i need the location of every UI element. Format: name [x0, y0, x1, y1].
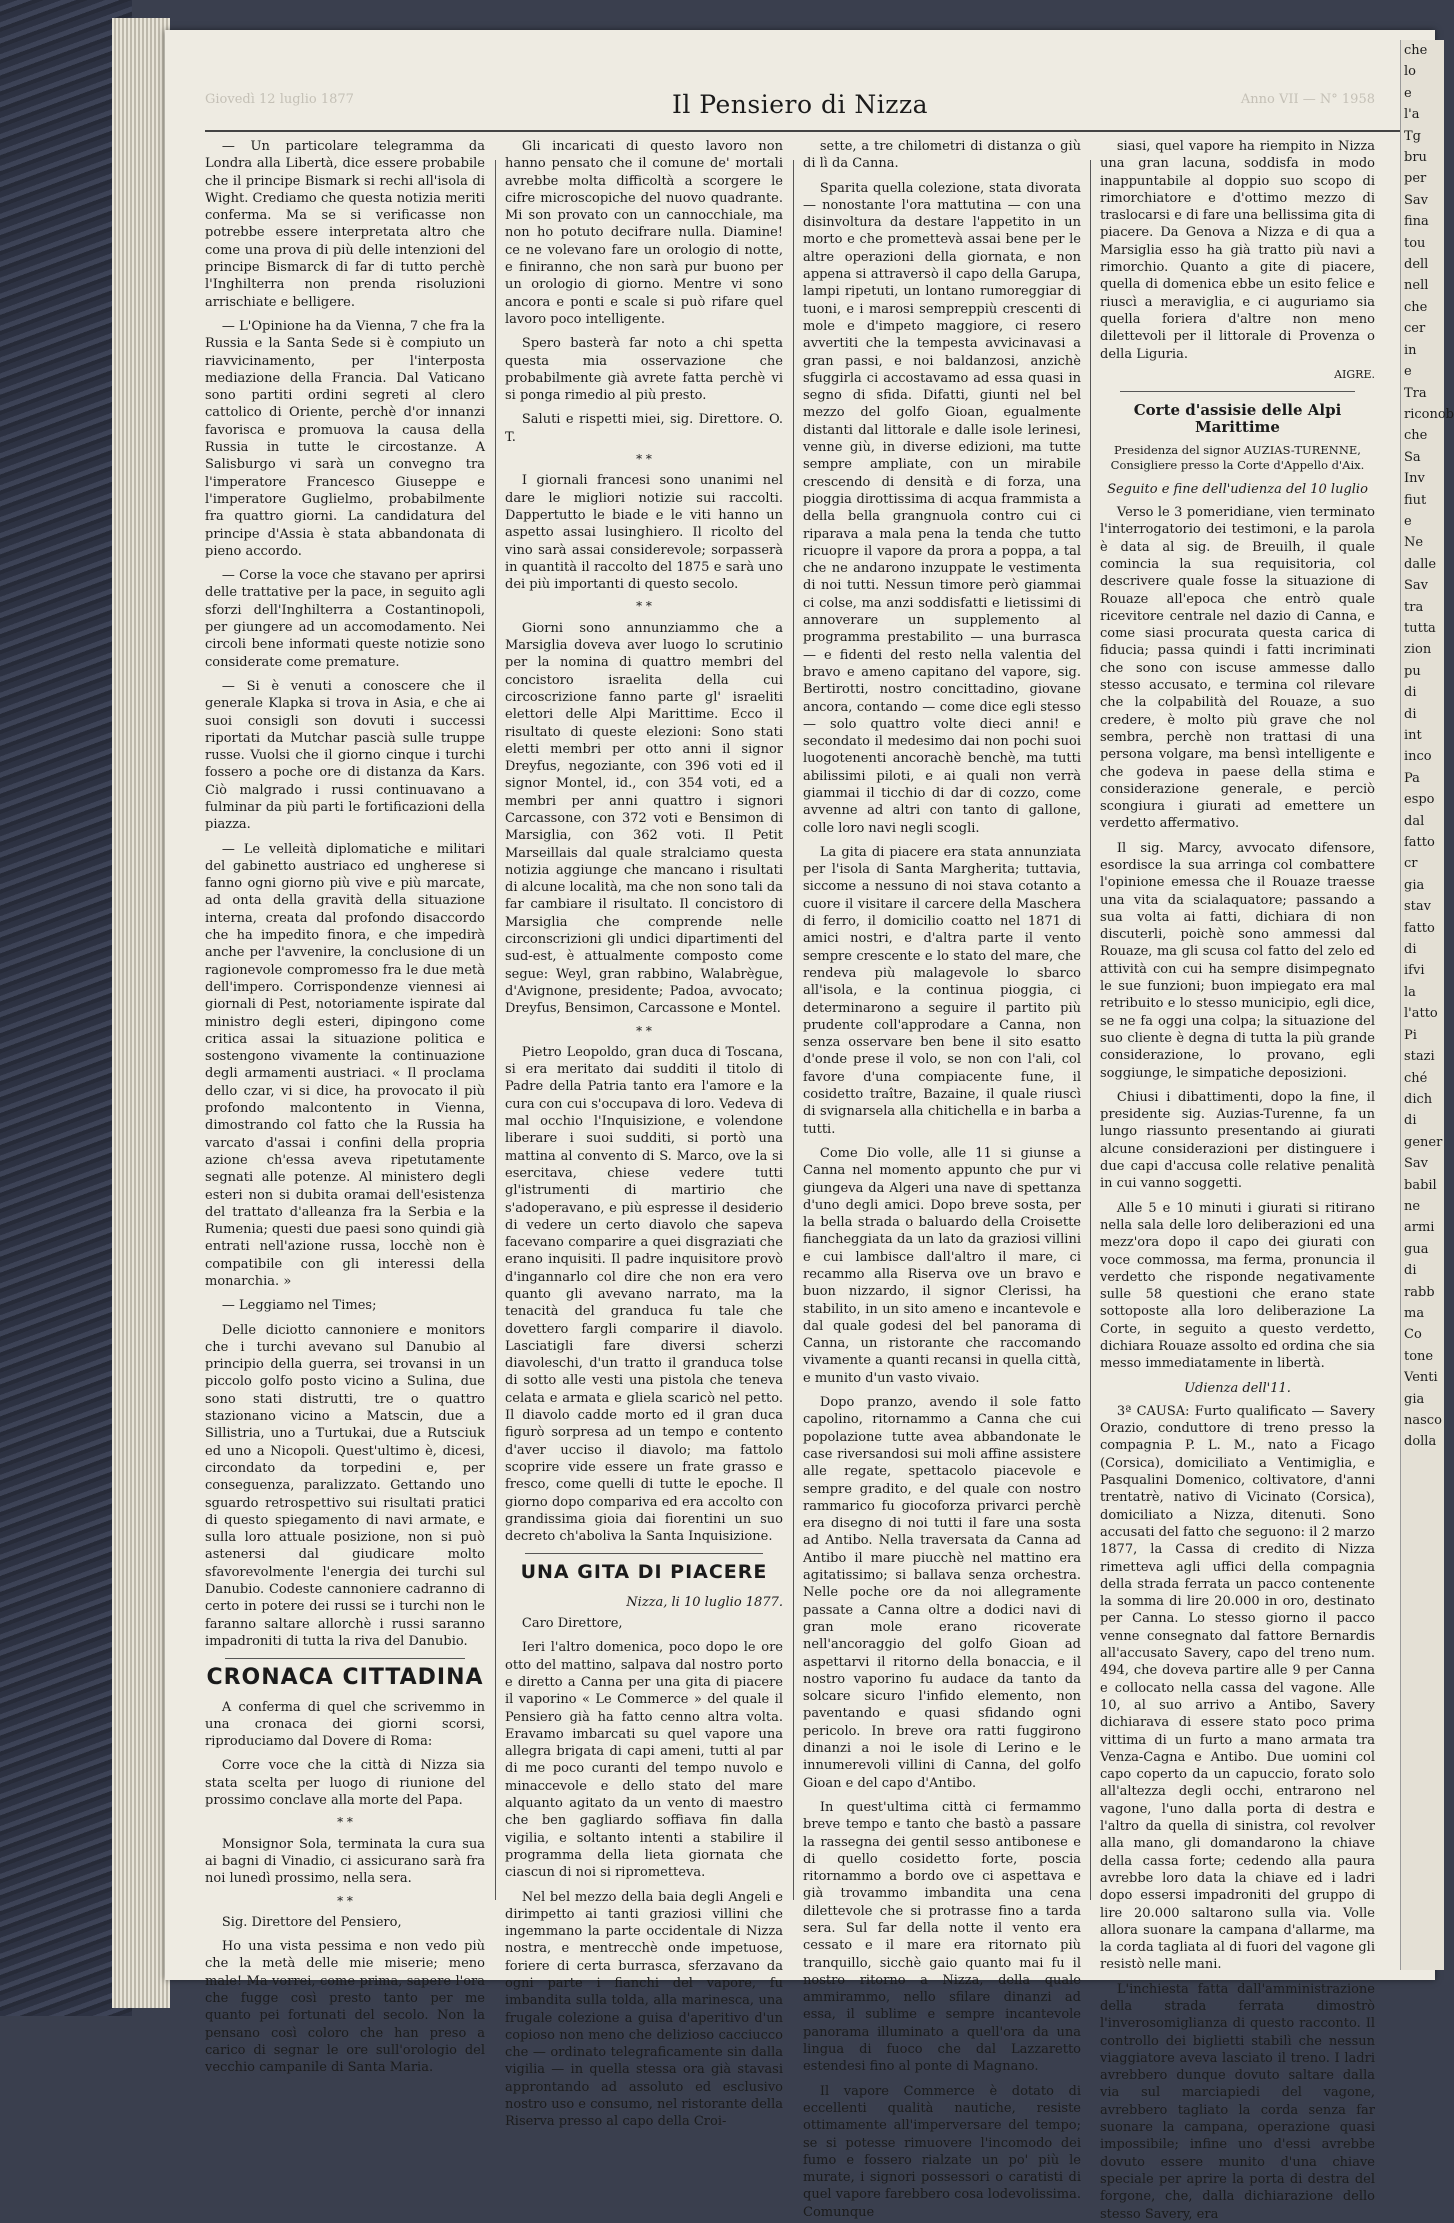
- next-page-line: ché: [1404, 1070, 1428, 1086]
- article-paragraph: — Le velleità diplomatiche e militari del gabinetto austriaco ed ungherese si fanno ogni giorno più vive e più marcate, ad onta della gravità della situazione interna, creata dal profondo disaccordo che ha impedito finora, e che impedirà anche per l'avvenire, la conclusione di un ragionevole compromesso fra le due metà dell'impero. Corrispondenze viennesi ai giornali di Pest, notoriamente ispirate dal ministro degli esteri, dipingono come critica assai la situazione politica e sostengono vivamente la continuazione degli armamenti austriaci. « Il proclama dello czar, vi si dice, ha provocato il più profondo malcontento in Vienna, dimostrando col fatto che la Russia ha varcato d'assai i confini della propria azione ch'essa aveva ripetutamente segnati alle potenze. Al ministero degli esteri non si dubita oramai dell'esistenza del trattato d'alleanza fra la Serbia e la Rumenia; questi due paesi sono quindi già entrati nell'azione russa, locchè non è compatibile con gli interessi della monarchia. »: [205, 841, 485, 1289]
- article-paragraph: Delle diciotto cannoniere e monitors che i turchi avevano sul Danubio al principio della guerra, sei trovansi in un piccolo golfo posto vicino a Sulina, due sono stati distrutti, tre o quattro stazionano vicino a Matscin, due a Sillistria, uno a Turtukai, due a Rutsciuk ed uno a Nicopoli. Quest'ultimo è, dicesi, circondato da torpedini e, per conseguenza, paralizzato. Gettando uno sguardo retrospettivo sui risultati pratici di questo spiegamento di navi armate, e sulla loro attuale posizione, non si può astenersi dal giudicare molto sfavorevolmente l'energia dei turchi sul Danubio. Codeste cannoniere cadranno di certo in potere dei russi se i turchi non le faranno saltare allorchè i russi saranno impadroniti di tutta la riva del Danubio.: [205, 1322, 485, 1649]
- signature: AIGRE.: [1334, 367, 1375, 381]
- next-page-line: gua: [1404, 1241, 1429, 1257]
- subheading-line: Presidenza del signor AUZIAS-TURENNE,: [1114, 442, 1361, 457]
- column-rule: [1090, 160, 1091, 1900]
- next-page-line: di: [1404, 685, 1417, 701]
- next-page-line: dell: [1404, 257, 1429, 273]
- subheading: [1100, 443, 1375, 473]
- next-page-line: Sav: [1404, 192, 1429, 208]
- next-page-line: tra: [1404, 599, 1424, 615]
- asterism: * *: [636, 1023, 652, 1038]
- ghost-header-right: Anno VII — N° 1958: [1240, 92, 1375, 107]
- next-page-line: di: [1404, 942, 1417, 958]
- next-page-line: nasco: [1404, 1413, 1442, 1428]
- section-heading-gita: UNA GITA DI PIACERE: [520, 1561, 768, 1584]
- article-paragraph: Verso le 3 pomeridiane, vien terminato l'interrogatorio dei testimoni, e la parola è data al sig. de Breuilh, il quale comincia la sua requisitoria, col descrivere quale fosse la situazione di Rouaze all'epoca che entrò quale ricevitore centrale nel dazio di Canna, e come siasi procurata questa carica di fiducia; passa quindi i fatti incriminati che sono con iscuse ammesse dallo stesso accusato, e termina col rilevare che la colpabilità del Rouaze, a suo credere, è molto più grave che nol sembra, perchè non trattasi di una persona volgare, ma bensì intelligente e che godeva in paese della stima e considerazione generale, e perciò scongiura i giurati ad emettere un verdetto affermativo.: [1100, 505, 1375, 832]
- ghost-header-left: Giovedì 12 luglio 1877: [205, 92, 354, 107]
- next-page-line: e: [1404, 364, 1412, 380]
- next-page-fragment: [1400, 40, 1454, 1970]
- next-page-line: int: [1404, 728, 1422, 743]
- next-page-line: dal: [1404, 813, 1425, 829]
- section-rule: [225, 1658, 465, 1659]
- next-page-line: la: [1404, 984, 1416, 1000]
- next-page-line: Sav: [1404, 1156, 1429, 1172]
- next-page-line: Ne: [1404, 535, 1424, 551]
- article-paragraph: La gita di piacere era stata annunziata per l'isola di Santa Margherita; tuttavia, siccome a nessuno di noi stava cotanto a cuore il visitare il carcere della Maschera di ferro, il domicilio coatto nel 1871 di amici nostri, e d'altra parte il vento sempre crescente e lo stato del mare, che rendeva più malagevole lo sbarco all'isola, e la continua pioggia, ci determinarono a seguire il partito più prudente coll'approdare a Canna, non senza osservare ben bene il sito esatto d'onde prese il volo, se non con l'ali, col favore d'una compiacente fune, il cosidetto traître, Bazaine, il quale riuscì di svignarsela alla chitichella e in barba a tutti.: [803, 844, 1081, 1137]
- dateline: Nizza, li 10 luglio 1877.: [626, 1594, 783, 1610]
- article-paragraph: Nel bel mezzo della baia degli Angeli e dirimpetto ai tanti graziosi villini che ingemmano la parte occidentale di Nizza nostra, e mentrecchè onde impetuose, foriere di certa burrasca, sferzavano da ogni parte i fianchi del vapore, fu imbandita sulla tolda, alla marinesca, una frugale colezione a guisa d'aperitivo d'un copioso non meno che delizioso cacciucco che — ordinato telegraficamente sin dalla vigilia — in quella stessa ora già stavasi approntando ad assoluto ed esclusivo nostro uso e consumo, nel ristorante della Riserva presso al capo della Croi-: [505, 1889, 783, 2130]
- article-paragraph: Come Dio volle, alle 11 si giunse a Canna nel momento appunto che pur vi giungeva da Algeri una nave di spettanza d'uno degli amici. Dopo breve sosta, per la bella strada o baluardo della Croisette fiancheggiata da un lato da graziosi villini e cui lambisce dall'altro il mare, ci recammo alla Riserva ove un bravo e buon nizzardo, il signor Clerissi, ha stabilito, in un sito ameno e incantevole e dal quale godesi del bel panorama di Canna, un ristorante che raccomando vivamente a quanti recansi in quella città, e munito d'un vasto vivaio.: [803, 1145, 1081, 1386]
- article-paragraph: Dopo pranzo, avendo il sole fatto capolino, ritornammo a Canna che cui popolazione tutte avea abbandonate le case riversandosi sui moli affine assistere alle regate, spettacolo piacevole e sempre gradito, e del quale con nostro rammarico fu giocoforza privarci perchè era disegno di noi tutti il fare una sosta ad Antibo. Nella traversata da Canna ad Antibo il mare piucchè nel mattino era agitatissimo; si ballava senza orchestra. Nelle poche ore da noi allegramente passate a Canna oltre a dodici navi di gran mole erano ricoverate nell'ancoraggio del golfo Gioan ad aspettarvi il ritorno della bonaccia, e il nostro vaporino fu audace da tanto da solcare sicuro l'infido elemento, non paventando e quasi sfidando ogni pericolo. In breve ora ratti fuggirono dinanzi a noi le isole di Lerino e le innumerevoli villini di Canna, del golfo Gioan e del capo d'Antibo.: [803, 1395, 1081, 1791]
- next-page-line: Pi: [1404, 1027, 1417, 1043]
- newspaper-page: [165, 30, 1435, 2222]
- next-page-line: ma: [1404, 1305, 1425, 1321]
- next-page-line: Pa: [1404, 770, 1420, 786]
- next-page-line: pu: [1404, 663, 1421, 679]
- next-page-line: Tra: [1404, 385, 1427, 401]
- article-paragraph: Corre voce che la città di Nizza sia stata scelta per luogo di riunione del prossimo conclave alla morte del Papa.: [205, 1758, 485, 1809]
- article-paragraph: Spero basterà far noto a chi spetta questa mia osservazione che probabilmente già avrete fatta perchè vi si ponga rimedio al più presto.: [505, 336, 783, 404]
- article-paragraph: 3ª CAUSA: Furto qualificato — Savery Orazio, conduttore di treno presso la compagnia P. L. M., nato a Ficago (Corsica), domiciliato a Ventimiglia, e Pasqualini Domenico, coltivatore, d'anni trentatrè, nativo di Vicinato (Corsica), domiciliato a Nizza, ditenuti. Sono accusati del fatto che seguono: il 2 marzo 1877, la Cassa di credito di Nizza rimetteva agli uffici della compagnia della strada ferrata un pacco contenente la somma di lire 20.000 in oro, destinato per Canna. Lo stesso giorno il pacco venne consegnato dal fattore Bernardis all'accusato Savery, capo del treno num. 494, che doveva partire alle 9 per Canna e collocato nella cassa del vagone. Alle 10, al suo arrivo a Antibo, Savery dichiarava di essere stato poco prima vittima di un furto a mano armata tra Venza-Cagna e Antibo. Due uomini col capo coperto da un capuccio, forato solo all'altezza degli occhi, entrarono nel vagone, l'uno dalla porta di destra e l'altro da quella di sinistra, col revolver alla mano, gli domandarono la chiave della cassa forte; cedendo alla paura avrebbe loro data la chiave ed i ladri dopo essersi impadroniti del gruppo di lire 20.000 saltarono sulla via. Volle allora suonare la campana d'allarme, ma la corda tagliata al di fuori del vagone gli resistò nelle mani.: [1100, 1403, 1375, 1973]
- next-page-line: che: [1404, 299, 1428, 315]
- next-page-line: dalle: [1404, 556, 1437, 572]
- next-page-line: Co: [1404, 1327, 1422, 1343]
- asterism: * *: [636, 452, 652, 467]
- next-page-line: bru: [1404, 150, 1427, 166]
- column-rule: [495, 160, 496, 1900]
- next-page-line: che: [1404, 428, 1428, 444]
- next-page-line: gia: [1404, 877, 1425, 893]
- next-page-line: che: [1404, 43, 1428, 58]
- next-page-line: Tg: [1404, 128, 1421, 144]
- next-page-line: espo: [1404, 792, 1435, 808]
- next-page-line: dolla: [1404, 1434, 1437, 1450]
- next-page-line: dich: [1404, 1091, 1433, 1107]
- article-paragraph: — L'Opinione ha da Vienna, 7 che fra la Russia e la Santa Sede si è compiuto un riavvicinamento, per l'interposta mediazione della Francia. Dal Vaticano sono partiti ordini segreti al clero cattolico di Oriente, perchè d'or innanzi favorisca e promuova la causa della Russia in tutte le circostanze. A Salisburgo vi sarà un convegno tra l'imperatore Francesco Giuseppe e l'imperatore Guglielmo, probabilmente fra quattro giorni. La candidatura del principe d'Assia è stata abbandonata di pieno accordo.: [205, 318, 485, 559]
- next-page-line: riconob: [1404, 406, 1454, 422]
- article-paragraph: Alle 5 e 10 minuti i giurati si ritirano nella sala delle loro deliberazioni ed una mezz'ora dopo il capo dei giurati con voce commossa, ma ferma, pronuncia il verdetto che risponde negativamente sulle 58 questioni che erano state sottoposte alla loro deliberazione La Corte, in seguito a questo verdetto, dichiara Rouaze assolto ed ordina che sia messo immediatamente in libertà.: [1100, 1200, 1375, 1372]
- session-title: Udienza dell'11.: [1184, 1380, 1291, 1396]
- session-title: Seguito e fine dell'udienza del 10 luglio: [1107, 481, 1368, 497]
- next-page-line: e: [1404, 513, 1412, 529]
- next-page-line: fiut: [1404, 492, 1427, 508]
- article-paragraph: Il vapore Commerce è dotato di eccellenti qualità nautiche, resiste ottimamente all'imperversare del tempo; se si potesse rimuovere l'incomodo dei fumo e fossero rialzate un po' più le murate, i signori possessori o caratisti di quel vapore farebbero cosa lodevolissima. Comunque: [803, 2083, 1081, 2220]
- next-page-line: e: [1404, 85, 1412, 101]
- next-page-line: l'a: [1404, 107, 1420, 123]
- article-paragraph: Caro Direttore,: [521, 1616, 623, 1632]
- article-paragraph: Chiusi i dibattimenti, dopo la fine, il presidente sig. Auzias-Turenne, fa un lungo riassunto presentando ai giurati alcune considerazioni per distinguere i due capi d'accusa colle relative penalità in cui vanno soggetti.: [1100, 1089, 1375, 1192]
- article-paragraph: — Si è venuti a conoscere che il generale Klapka si trova in Asia, e che ai suoi consigli son dovuti i successi riportati da Mutchar pascià sulle truppe russe. Vuolsi che il giorno cinque i turchi fossero a poche ore di distanza da Kars. Ciò malgrado i russi continuavano a fulminar da più parti le fortificazioni della piazza.: [205, 678, 485, 833]
- article-paragraph: Saluti e rispetti miei, sig. Direttore. O. T.: [505, 412, 783, 445]
- article-paragraph: sette, a tre chilometri di distanza o giù di lì da Canna.: [803, 139, 1081, 172]
- section-heading-corte: Corte d'assisie delle Alpi Marittime: [1133, 401, 1342, 437]
- next-page-line: di: [1404, 706, 1417, 722]
- article-paragraph: I giornali francesi sono unanimi nel dare le migliori notizie sui raccolti. Dappertutto le biade e le viti hanno un aspetto assai lusinghiero. Il ricolto del vino sarà assai considerevole; sorpasserà in quantità il raccolto del 1875 e sarà uno dei più importanti di questo secolo.: [505, 473, 783, 593]
- next-page-line: nell: [1404, 278, 1429, 294]
- article-paragraph: — Leggiamo nel Times;: [221, 1298, 377, 1314]
- next-page-line: per: [1404, 171, 1427, 187]
- article-paragraph: Ho una vista pessima e non vedo più che la metà delle mie miserie; meno male! Ma vorrei, come prima, sapere l'ora che fugge così presto tanto per me quanto pei fortunati del secolo. Non la pensano così coloro che han preso a carico di segnar le ore sull'orologio del vecchio campanile di Santa Maria.: [205, 1939, 485, 2076]
- article-paragraph: — Un particolare telegramma da Londra alla Libertà, dice essere probabile che il principe Bismark si rechi all'isola di Wight. Crediamo che questa notizia meriti conferma. Ma se si verificasse non potrebbe essere interpretata altro che come una prova di più delle intenzioni del principe Bismarck di far di tutto perchè l'Inghilterra non prenda risoluzioni arrischiate e belligere.: [205, 139, 485, 310]
- next-page-line: fatto: [1404, 835, 1435, 851]
- next-page-line: lo: [1404, 64, 1416, 80]
- next-page-line: cr: [1404, 856, 1418, 872]
- next-page-line: ne: [1404, 1198, 1421, 1214]
- column-1: [205, 138, 485, 2076]
- article-paragraph: Pietro Leopoldo, gran duca di Toscana, si era meritato dai sudditi il titolo di Padre della Patria tanto era l'amore e la cura con cui s'occupava di loro. Vedeva di mal occhio l'Inquisizione, e volendone liberare i suoi sudditi, si portò una mattina al convento di S. Marco, ove la si esercitava, chiese vedere tutti gl'istrumenti di martirio che s'adoperavano, e più espresse il desiderio di vedere un certo diavolo che sapeva facevano comparire a quei disgraziati che erano inquisiti. Il padre inquisitore provò d'ingannarlo col dire che non era vero quanto gli avevano narrato, ma la tenacità del granduca fu tale che dovettero fargli comparire il diavolo. Lasciatigli fare diversi scherzi diavoleschi, d'un tratto il granduca tolse di sotto alle vesti una pistola che teneva celata e armata e gliela scaricò nel petto. Il diavolo cadde morto ed il gran duca figurò sorpresa ad un tempo e contento d'aver ucciso il diavolo; ma fattolo scoprire vide essere un frate grasso e fresco, come quelli di tutte le epoche. Il giorno dopo compariva ed era accolto con grandissima gioia dai fiorentini un suo decreto ch'aboliva la Santa Inquisizione.: [505, 1044, 783, 1545]
- next-page-line: babil: [1404, 1177, 1437, 1193]
- next-page-line: gener: [1404, 1134, 1443, 1150]
- article-paragraph: Gli incaricati di questo lavoro non hanno pensato che il comune de' mortali avrebbe molta difficoltà a scorgere le cifre microscopiche del nuovo quadrante. Mi son provato con un cannocchiale, ma non ho potuto decifrare nulla. Diamine! ce ne volevano fare un orologio di notte, e finiranno, che non sarà pur buono per un orologio di giorno. Mentre vi sono ancora e ponti e scale si può rifare quel lavoro poco intelligente.: [505, 139, 783, 327]
- next-page-line: Sa: [1404, 449, 1421, 465]
- next-page-line: tutta: [1404, 620, 1436, 636]
- next-page-line: cer: [1404, 321, 1426, 337]
- section-rule: [525, 1553, 763, 1554]
- subheading-line: Consigliere presso la Corte d'Appello d'Aix.: [1110, 457, 1365, 472]
- column-2: [505, 138, 783, 2130]
- asterism: * *: [337, 1893, 353, 1908]
- next-page-line: l'atto: [1404, 1006, 1438, 1022]
- next-page-line: ifvi: [1404, 963, 1425, 979]
- article-paragraph: In quest'ultima città ci fermammo breve tempo e tanto che bastò a passare la rassegna dei gentil sesso antibonese e di quello cosidetto forte, poscia ritornammo a bordo ove ci aspettava e già trovammo imbandita una cena dilettevole che si protrasse fino a tarda sera. Sul far della notte il vento era cessato e il mare era ritornato più tranquillo, sicchè gaio quanto mai fu il nostro ritorno a Nizza, della quale ammirammo, nello sfilare dinanzi ad essa, il sublime e sempre incantevole panorama illuminato a quell'ora da una lingua di fuoco che dal Lazzaretto estendesi fino al ponte di Magnano.: [803, 1799, 1081, 2075]
- section-rule: [1120, 391, 1355, 392]
- next-page-line: Venti: [1404, 1370, 1438, 1386]
- article-paragraph: Ieri l'altro domenica, poco dopo le ore otto del mattino, salpava dal nostro porto e diretto a Canna per una gita di piacere il vaporino « Le Commerce » del quale il Pensiero già ha fatto cenno altra volta. Eravamo imbarcati su quel vapore una allegra brigata di capi ameni, tutti al par di me poco curanti del tempo nuvolo e minaccevole e dello stato del mare alquanto agitato da un vento di maestro che ben gagliardo soffiava fin dalla vigilia, e soltanto intenti a stabilire il programma della lieta giornata che ciascun di noi si riprometteva.: [505, 1640, 783, 1881]
- asterism: * *: [337, 1815, 353, 1830]
- next-page-line: fina: [1404, 214, 1429, 230]
- article-paragraph: siasi, quel vapore ha riempito in Nizza una gran lacuna, soddisfa in modo inappuntabile al doppio suo scopo di rimorchiatore e d'ottimo mezzo di traslocarsi e di fare una bellissima gita di piacere. Da Genova a Nizza e di qua a Marsiglia esso ha già tratto più navi a rimorchio. Quanto a gite di piacere, quella di domenica ebbe un esito felice e riuscì a meraviglia, e ci auguriamo sia quella foriera d'altre non meno dilettevoli per il littorale di Provenza o della Liguria.: [1100, 139, 1375, 362]
- article-paragraph: A conferma di quel che scrivemmo in una cronaca dei giorni scorsi, riproduciamo dal Dovere di Roma:: [205, 1699, 485, 1750]
- next-page-line: in: [1404, 342, 1417, 358]
- next-page-line: gia: [1404, 1391, 1425, 1407]
- next-page-line: tou: [1404, 235, 1426, 251]
- next-page-line: di: [1404, 1113, 1417, 1129]
- next-page-line: stazi: [1404, 1049, 1435, 1065]
- page-edges: [112, 18, 170, 2008]
- next-page-line: fatto: [1404, 920, 1435, 936]
- article-paragraph: L'inchiesta fatta dall'amministrazione della strada ferrata dimostrò l'inverosomiglianza di questo racconto. Il controllo dei biglietti stabilì che nessun viaggiatore aveva lasciato il treno. I ladri avrebbero dunque dovuto saltare dalla via sul marciapiedi del vagone, avrebbero tagliato la corda senza far suonare la campana, operazione quasi impossibile; infine uno d'essi avrebbe dovuto essere munito d'una chiave speciale per aprire la porta di destra del forgone, che, dalla dichiarazione dello stesso Savery, era: [1100, 1981, 1375, 2222]
- next-page-line: Sav: [1404, 578, 1429, 594]
- article-paragraph: Il sig. Marcy, avvocato difensore, esordisce la sua arringa col combattere l'opinione emessa che il Rouaze traesse una vita da scialaquatore; passando a sua volta ai fatti, dichiara di non discuterli, poichè sono ammessi dal Rouaze, ma gli scusa col fatto del zelo ed attività con cui ha sempre disimpegnato le sue funzioni; buon impiegato era mal retribuito e lo stesso municipio, egli dice, se ne fa oggi una colpa; la situazione del suo cliente è degna di tutta la più grande considerazione, lo provano, egli soggiunge, le simpatiche deposizioni.: [1100, 840, 1375, 1081]
- next-page-line: zion: [1404, 642, 1432, 658]
- next-page-line: inco: [1404, 749, 1432, 765]
- next-page-line: di: [1404, 1263, 1417, 1279]
- next-page-line: Inv: [1404, 471, 1425, 487]
- column-4: [1100, 138, 1375, 2222]
- next-page-line: stav: [1404, 899, 1431, 915]
- header-rule: [205, 130, 1405, 132]
- next-page-line: rabb: [1404, 1284, 1435, 1300]
- article-paragraph: Giorni sono annunziammo che a Marsiglia doveva aver luogo lo scrutinio per la nomina di quattro membri del concistoro israelita della cui circoscrizione fanno parte gl' israeliti elettori delle Alpi Marittime. Ecco il risultato di queste elezioni: Sono stati eletti membri per otto anni il signor Dreyfus, negoziante, con 396 voti ed il signor Montel, id., con 354 voti, ed a membri per anni quattro i signori Carcassone, con 372 voti e Bensimon di Marsiglia, con 362 voti. Il Petit Marseillais dal quale stralciamo questa notizia aggiunge che mancano i risultati di alcune località, ma che non sono tali da far cambiare il risultato. Il concistoro di Marsiglia che comprende nelle circonscrizioni gli undici dipartimenti del sud-est, è attualmente composto come segue: Weyl, gran rabbino, Walabrègue, d'Avignone, presidente; Padoa, avvocato; Dreyfus, Bensimon, Carcassone e Montel.: [505, 620, 783, 1017]
- column-3: [803, 138, 1081, 2220]
- article-paragraph: Sig. Direttore del Pensiero,: [221, 1914, 402, 1930]
- next-page-line: armi: [1404, 1220, 1435, 1236]
- asterism: * *: [636, 599, 652, 614]
- masthead: Il Pensiero di Nizza: [671, 90, 929, 119]
- next-page-line: tone: [1404, 1348, 1434, 1364]
- article-paragraph: Monsignor Sola, terminata la cura sua ai bagni di Vinadio, ci assicurano sarà fra noi lunedì prossimo, nella sera.: [205, 1836, 485, 1887]
- column-rule: [793, 160, 794, 1900]
- article-paragraph: — Corse la voce che stavano per aprirsi delle trattative per la pace, in seguito agli sforzi dell'Inghilterra a Costantinopoli, per giungere ad un accomodamento. Nei circoli bene informati queste notizie sono considerate come premature.: [205, 568, 485, 670]
- section-heading-cronaca: CRONACA CITTADINA: [206, 1665, 484, 1691]
- article-paragraph: Sparita quella colezione, stata divorata — nonostante l'ora mattutina — con una disinvoltura da destare l'appetito in un morto e che promettevà assai bene per le altre operazioni della giornata, e non appena si attraversò il capo della Garupa, lampi ripetuti, un lontano rumoreggiar di tuoni, e i marosi sempreppiù crescenti di mole e d'impeto maggiore, ci resero avvertiti che la tempesta avvicinavasi a gran passi, e noi baldanzosi, anzichè sfuggirla ci accostavamo ad essa quasi in segno di sfida. Difatti, giunti nel bel mezzo del golfo Gioan, egualmente distanti dal littorale e dalle isole lerinesi, venne giù, in diverse edizioni, ma tutte sempre ampliate, con un mirabile crescendo di densità e di forza, una pioggia dirottissima di acqua frammista a della bella grangnuola contro cui ci riparava a mala pena la tenda che tutto ricuopre il vapore da prora a poppa, a tal che ne andarono inzuppate le vestimenta di noi tutti. Nessun timore però giammai ci colse, ma anzi soddisfatti e lietissimi di annoverare un supplemento al programma prestabilito — una burrasca — e fidenti del resto nella valentia del bravo e ameno capitano del vapore, sig. Bertirotti, nostro concittadino, giovane ancora, contando — come dice egli stesso — solo quattro volte dieci anni! e secondato il medesimo dai non pochi suoi luogotenenti ancorachè benchè, ma tutti abilissimi piloti, e ai quali non verrà giammai il ticchio di dar di cozzo, come avvenne ad altri con tanto di gallone, colle loro navi negli scogli.: [803, 180, 1081, 836]
